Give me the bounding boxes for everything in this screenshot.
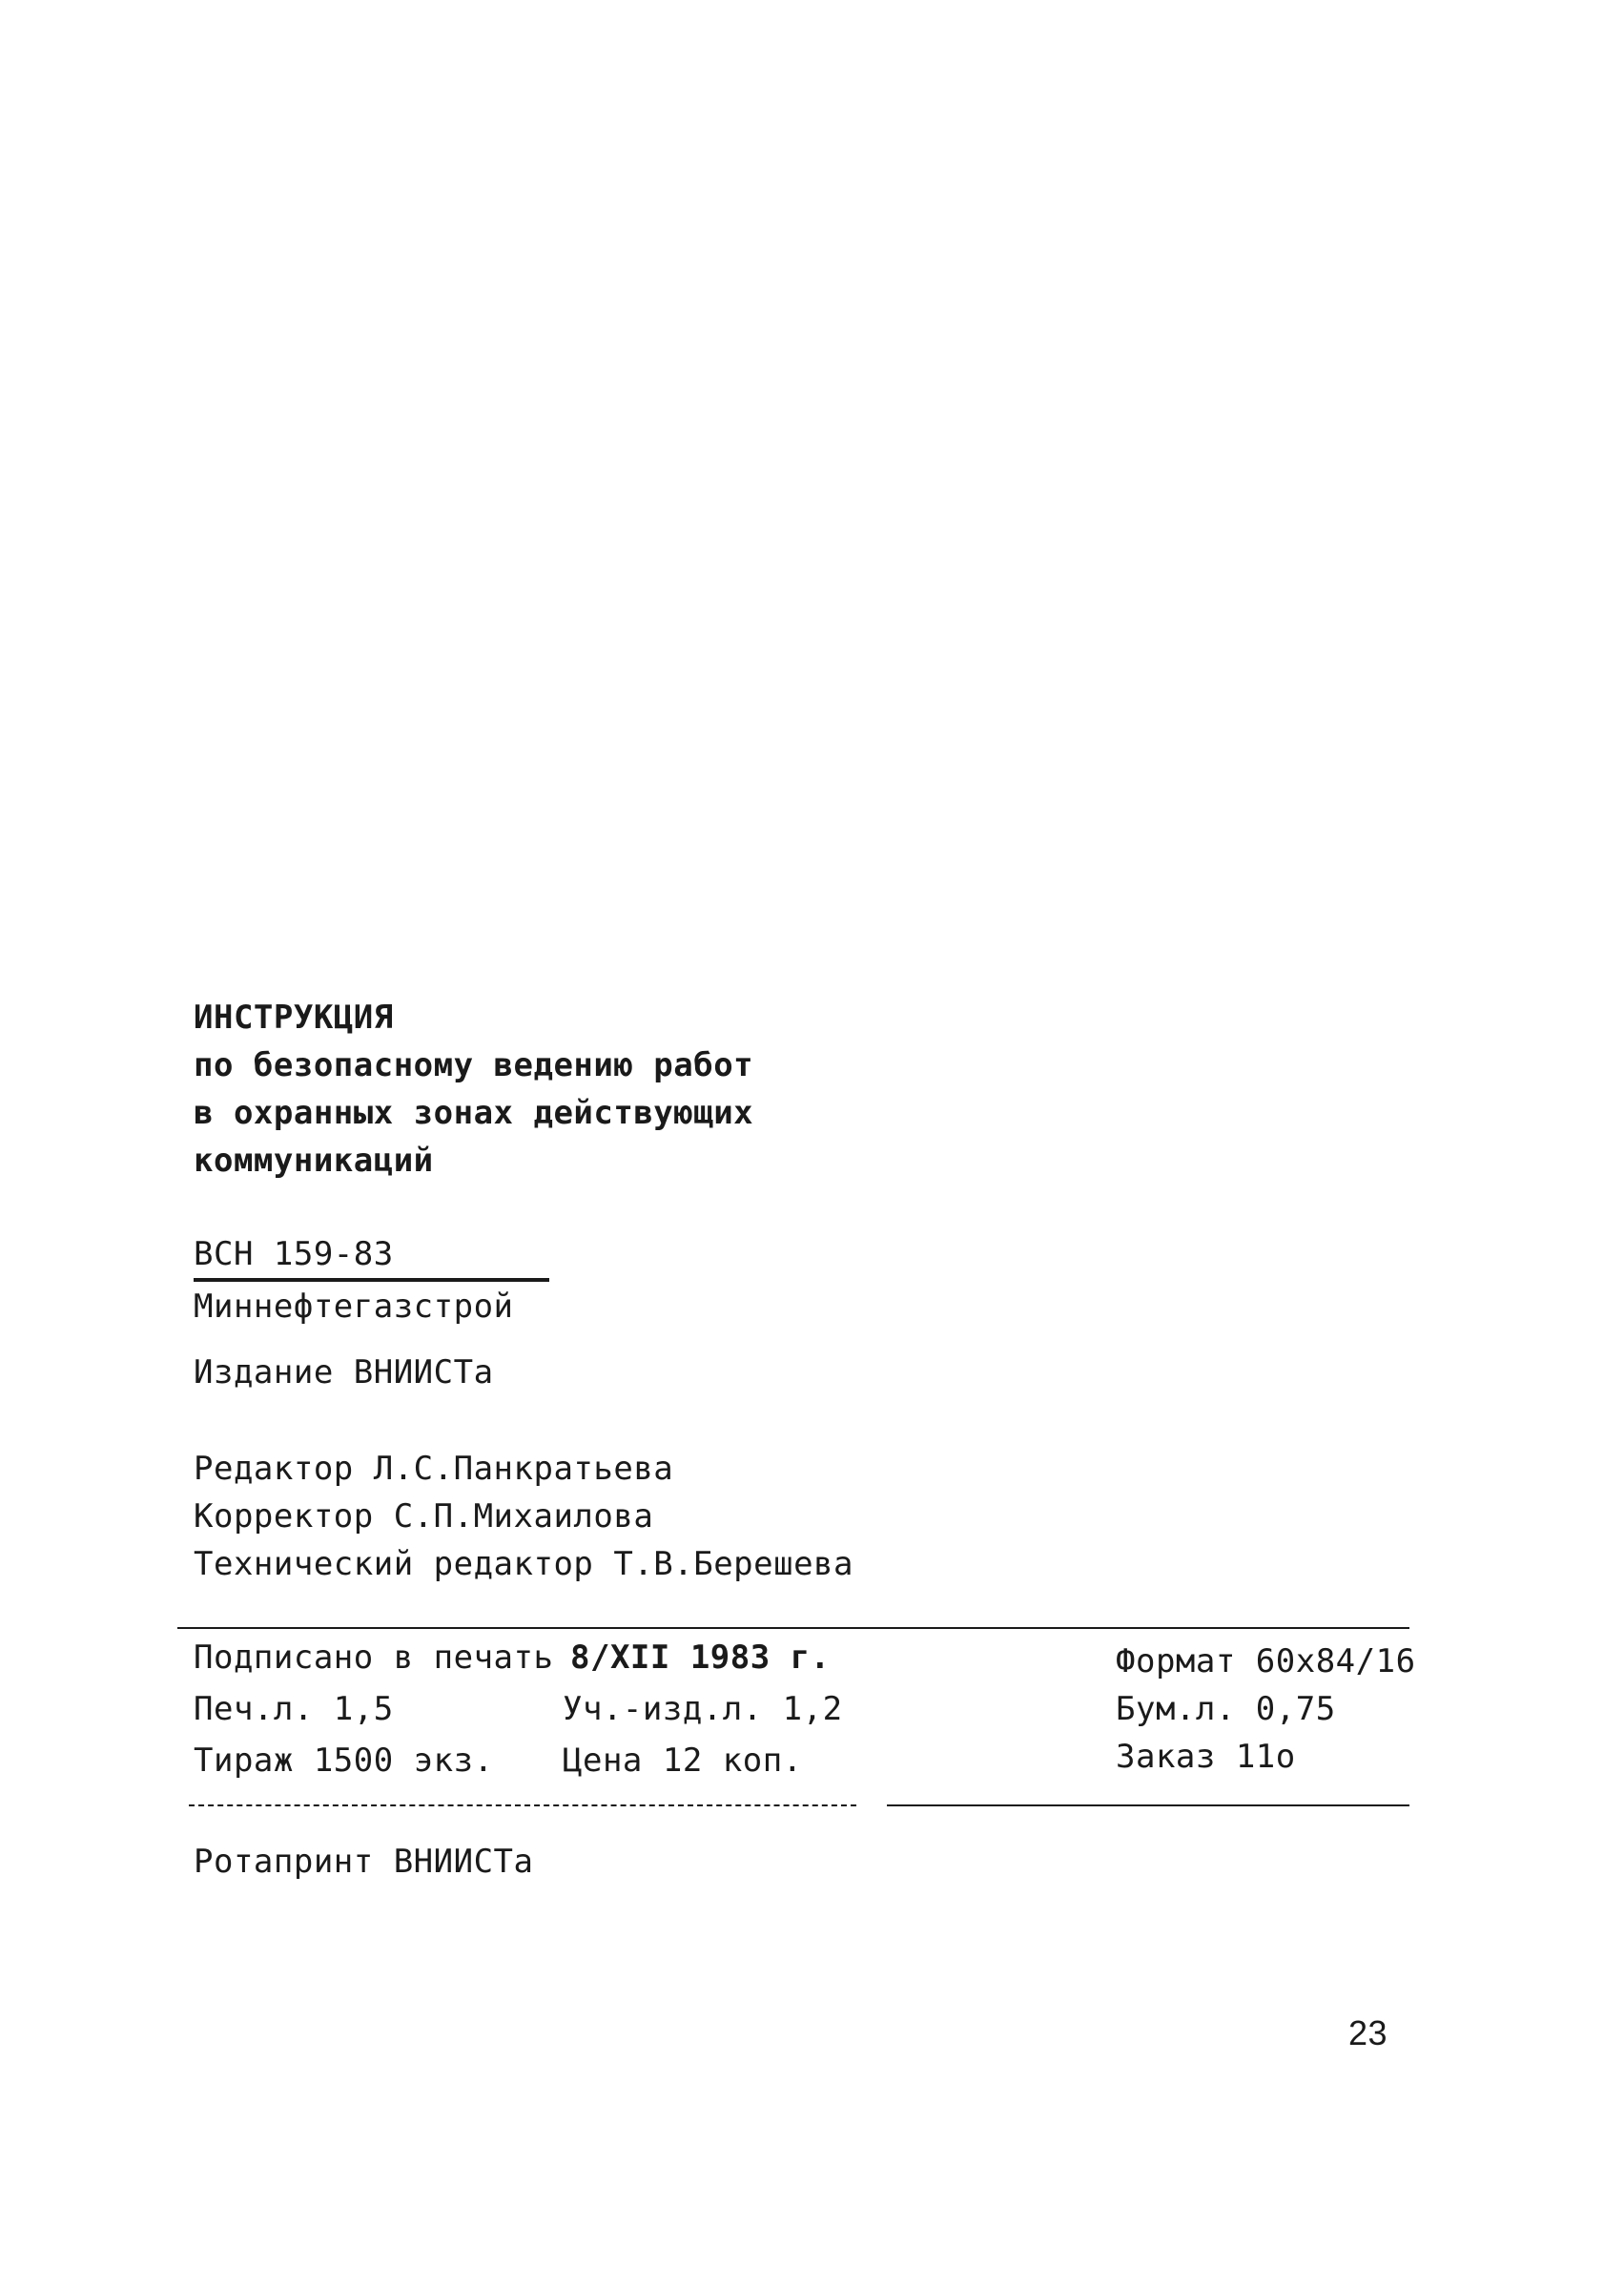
standard-code: ВСН 159-83 xyxy=(194,1235,394,1273)
imprint-bottom-rule xyxy=(887,1804,1409,1806)
signed-date: 8/XII 1983 г. xyxy=(570,1639,831,1677)
editor-credit: Редактор Л.С.Панкратьева xyxy=(194,1450,674,1488)
print-sheets: Печ.л. 1,5 xyxy=(194,1690,394,1728)
edition: Издание ВНИИСТа xyxy=(194,1353,494,1391)
imprint-bottom-rule-dashed xyxy=(189,1804,856,1806)
code-underline xyxy=(194,1278,549,1282)
order-number: Заказ 11о xyxy=(1116,1738,1296,1776)
imprint-top-rule xyxy=(177,1627,1409,1629)
title-heading: ИНСТРУКЦИЯ xyxy=(194,999,394,1037)
price: Цена 12 коп. xyxy=(563,1742,803,1780)
publishing-sheets: Уч.-изд.л. 1,2 xyxy=(563,1690,843,1728)
title-line-2: по безопасному ведению работ xyxy=(194,1046,754,1084)
tech-editor-credit: Технический редактор Т.В.Берешева xyxy=(194,1545,854,1583)
ministry: Миннефтегазстрой xyxy=(194,1288,514,1326)
proofreader-credit: Корректор С.П.Михаилова xyxy=(194,1497,654,1536)
signed-label: Подписано в печать xyxy=(194,1639,554,1677)
page-number: 23 xyxy=(1348,2013,1388,2052)
title-line-3: в охранных зонах действующих xyxy=(194,1094,754,1132)
title-line-4: коммуникаций xyxy=(194,1142,434,1180)
paper-sheets: Бум.л. 0,75 xyxy=(1116,1690,1336,1728)
circulation: Тираж 1500 экз. xyxy=(194,1742,494,1780)
printer: Ротапринт ВНИИСТа xyxy=(194,1843,534,1881)
format: Формат 60х84/16 xyxy=(1116,1642,1416,1680)
